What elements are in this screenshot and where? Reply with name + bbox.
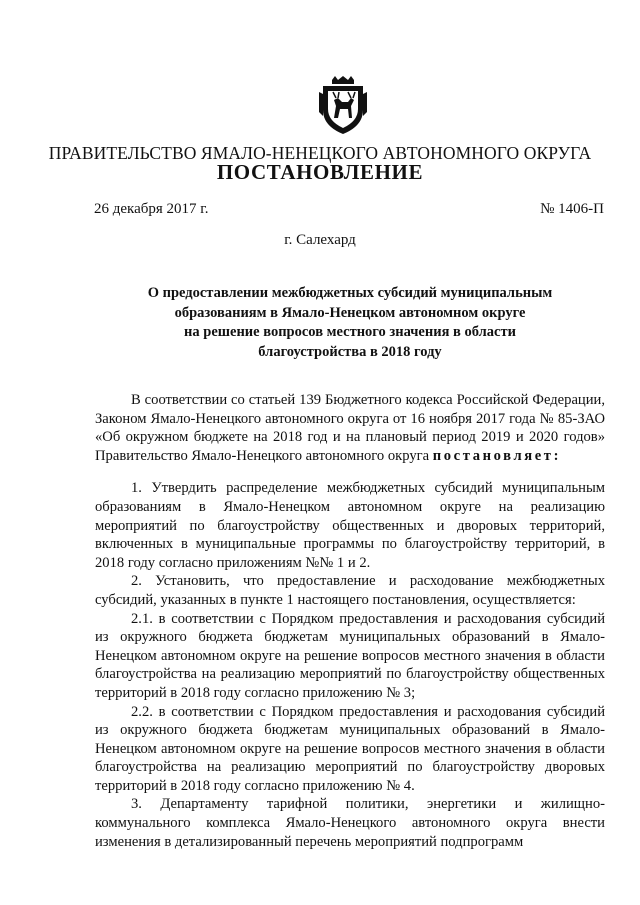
preamble-paragraph <box>95 391 605 465</box>
document-body <box>95 391 605 851</box>
resolves-word: постановляет: <box>432 447 562 464</box>
document-city: г. Салехард <box>284 232 356 248</box>
document-number: № 1406-П <box>540 201 604 217</box>
item-paragraph: 2.1. в соответствии с Порядком предоставления и расходования субсидий из окружного бюджета бюджетам муниципальных образований в Ямало-Ненецком автономном округе на решение вопросов местного значения в области благоустройства на реализацию мероприятий по благоустройству общественных территорий в 2018 году согласно приложению № 3; <box>95 610 605 701</box>
organization-name: ПРАВИТЕЛЬСТВО ЯМАЛО-НЕНЕЦКОГО АВТОНОМНОГО ОКРУГА <box>48 143 592 163</box>
title-line: благоустройства в 2018 году <box>258 343 442 360</box>
item-paragraph: 3. Департаменту тарифной политики, энергетики и жилищно-коммунального комплекса Ямало-Ненецкого автономного округа внести изменения в детализированный перечень мероприятий подпрограмм <box>95 796 605 850</box>
document-date: 26 декабря 2017 г. <box>94 201 209 217</box>
title-line: образованиям в Ямало-Ненецком автономном округе <box>174 304 526 321</box>
item-paragraph: 2.2. в соответствии с Порядком предоставления и расходования субсидий из окружного бюджета бюджетам муниципальных образований в Ямало-Ненецком автономном округе на решение вопросов местного значения в области благоустройства на реализацию мероприятий по благоустройству дворовых территорий в 2018 году согласно приложению № 4. <box>95 703 605 794</box>
title-line: на решение вопросов местного значения в области <box>184 324 516 340</box>
preamble-text: В соответствии со статьей 139 Бюджетного кодекса Российской Федерации, Законом Ямало-Ненецкого автономного округа от 16 ноября 2017 года № 85-ЗАО «Об окружном бюджете на 2018 год и на плановый период 2019 и 2020 годов» Правительство Ямало-Ненецкого автономного округа <box>95 392 605 464</box>
document-type: ПОСТАНОВЛЕНИЕ <box>216 160 424 184</box>
item-paragraph: 1. Утвердить распределение межбюджетных субсидий муниципальным образованиям в Ямало-Ненецком автономном округе на реализацию мероприятий по благоустройству общественных и дворовых территорий, включенных в муниципальные программы по благоустройству территорий, в 2018 году согласно приложениям №№ 1 и 2. <box>95 480 605 571</box>
coat-of-arms-icon <box>318 76 368 136</box>
title-line: О предоставлении межбюджетных субсидий муниципальным <box>147 285 553 301</box>
document-title <box>100 284 600 362</box>
item-paragraph: 2. Установить, что предоставление и расходование межбюджетных субсидий, указанных в пункте 1 настоящего постановления, осуществляется: <box>95 573 605 608</box>
